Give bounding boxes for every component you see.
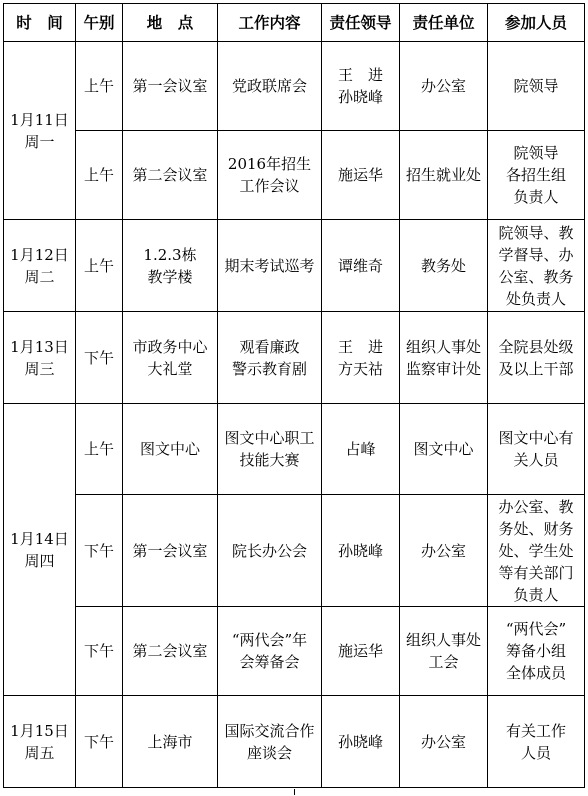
unit-cell [400,131,488,220]
unit-cell-line: 教务处 [420,256,466,275]
header-row [4,4,585,42]
content-cell [218,404,322,495]
schedule-body [4,42,585,788]
location-cell [123,220,218,312]
day-cell-line: 1月12日 [10,245,69,264]
content-cell-line: “两代会”年 [231,631,308,649]
table-row [4,131,585,220]
header-leader: 责任领导 [322,4,400,42]
location-cell [123,42,218,131]
unit-cell [400,696,488,788]
unit-cell-line: 监察审计处 [405,359,481,378]
period-cell-line: 下午 [83,541,114,560]
page-mark [294,789,295,795]
attendees-cell [488,131,585,220]
attendees-cell-line: 办公室、教 [498,497,574,516]
period-cell [76,404,123,495]
header-content: 工作内容 [218,4,322,42]
day-cell [4,404,76,696]
unit-cell [400,220,488,312]
content-cell-line: 2016年招生 [227,155,312,173]
table-row [4,607,585,696]
content-cell [218,495,322,607]
content-cell-line: 会筹备会 [239,653,300,671]
location-cell-line: 市政务中心 [132,337,208,356]
day-cell [4,220,76,312]
attendees-cell [488,696,585,788]
attendees-cell-line: 筹备小组 [505,642,566,660]
location-cell [123,607,218,696]
period-cell-line: 上午 [83,166,114,184]
attendees-cell-line: 务处、财务 [498,519,574,538]
day-cell-line: 1月14日 [10,529,69,548]
leader-cell-line: 王 进 [337,66,383,84]
leader-cell [322,42,400,131]
header-period: 午别 [76,4,123,42]
leader-cell-line: 施运华 [337,166,383,184]
attendees-cell [488,312,585,404]
content-cell-line: 座谈会 [246,743,292,762]
leader-cell-line: 孙晓峰 [337,541,383,560]
attendees-cell [488,607,585,696]
unit-cell [400,607,488,696]
day-cell [4,42,76,220]
unit-cell-line: 图文中心 [413,440,474,458]
content-cell [218,607,322,696]
location-cell-line: 第二会议室 [132,642,208,660]
header-time: 时 间 [4,4,76,42]
location-cell-line: 1.2.3栋 [143,245,197,264]
location-cell [123,131,218,220]
unit-cell-line: 办公室 [420,732,466,751]
day-cell-line: 周四 [24,551,55,570]
day-cell-line: 周五 [24,743,55,762]
location-cell-line: 大礼堂 [147,359,193,378]
header-attendees: 参加人员 [488,4,585,42]
period-cell-line: 下午 [83,732,114,751]
period-cell [76,607,123,696]
attendees-cell-line: 人员 [520,743,551,762]
attendees-cell-line: 有关工作 [505,721,566,740]
unit-cell [400,312,488,404]
leader-cell [322,220,400,312]
content-cell [218,696,322,788]
schedule-table [3,3,585,788]
location-cell [123,404,218,495]
leader-cell-line: 方天祜 [337,359,383,378]
attendees-cell-line: 负责人 [513,188,559,206]
period-cell-line: 上午 [83,77,114,95]
content-cell-line: 国际交流合作 [224,721,315,740]
day-cell-line: 周一 [24,132,55,151]
leader-cell [322,312,400,404]
attendees-cell [488,495,585,607]
table-row [4,312,585,404]
content-cell-line: 院长办公会 [231,541,307,560]
attendees-cell-line: 全院县处级 [498,337,574,356]
attendees-cell-line: 学督导、办 [498,245,574,264]
unit-cell-line: 组织人事处 [405,631,481,649]
attendees-cell-line: 院领导、教 [498,223,574,242]
unit-cell-line: 组织人事处 [405,337,481,356]
period-cell [76,495,123,607]
content-cell-line: 工作会议 [239,177,300,195]
attendees-cell [488,220,585,312]
leader-cell [322,607,400,696]
location-cell-line: 图文中心 [139,440,200,458]
table-row [4,696,585,788]
leader-cell-line: 谭维奇 [337,256,383,275]
content-cell [218,312,322,404]
content-cell [218,220,322,312]
attendees-cell-line: 及以上干部 [498,359,574,378]
content-cell-line: 技能大赛 [239,451,300,469]
location-cell [123,312,218,404]
unit-cell-line: 招生就业处 [405,166,481,184]
day-cell-line: 周三 [24,359,55,378]
period-cell [76,131,123,220]
location-cell [123,495,218,607]
leader-cell [322,495,400,607]
location-cell-line: 第一会议室 [132,77,208,95]
leader-cell [322,131,400,220]
table-row [4,220,585,312]
day-cell-line: 1月15日 [10,721,69,740]
leader-cell-line: 施运华 [337,642,383,660]
day-cell-line: 1月11日 [10,110,69,129]
leader-cell-line: 孙晓峰 [337,88,383,106]
attendees-cell-line: 负责人 [513,585,559,604]
unit-cell-line: 工会 [428,653,459,671]
table-row [4,495,585,607]
leader-cell-line: 占峰 [345,440,376,458]
attendees-cell-line: 处负责人 [505,289,566,308]
content-cell [218,131,322,220]
location-cell-line: 上海市 [147,732,193,751]
location-cell-line: 教学楼 [147,267,193,286]
attendees-cell-line: 等有关部门 [498,563,574,582]
location-cell-line: 第一会议室 [132,541,208,560]
content-cell-line: 期末考试巡考 [224,256,315,275]
attendees-cell [488,42,585,131]
attendees-cell-line: “两代会” [505,620,567,638]
period-cell-line: 上午 [83,256,114,275]
attendees-cell-line: 公室、教务 [498,267,574,286]
leader-cell-line: 孙晓峰 [337,732,383,751]
attendees-cell-line: 关人员 [513,451,559,469]
content-cell-line: 观看廉政 [239,337,300,356]
attendees-cell-line: 各招生组 [505,166,566,184]
attendees-cell-line: 院领导 [513,77,559,95]
content-cell-line: 图文中心职工 [224,429,315,447]
attendees-cell-line: 处、学生处 [498,541,574,560]
unit-cell [400,495,488,607]
attendees-cell-line: 全体成员 [505,664,566,682]
day-cell-line: 1月13日 [10,337,69,356]
header-location: 地 点 [123,4,218,42]
content-cell [218,42,322,131]
leader-cell [322,696,400,788]
table-row [4,42,585,131]
leader-cell-line: 王 进 [337,337,383,356]
attendees-cell [488,404,585,495]
unit-cell [400,42,488,131]
day-cell [4,312,76,404]
unit-cell-line: 办公室 [420,77,466,95]
header-unit: 责任单位 [400,4,488,42]
period-cell-line: 上午 [83,440,114,458]
leader-cell [322,404,400,495]
location-cell-line: 第二会议室 [132,166,208,184]
table-row [4,404,585,495]
period-cell [76,220,123,312]
period-cell [76,312,123,404]
period-cell [76,696,123,788]
attendees-cell-line: 院领导 [513,144,559,162]
content-cell-line: 警示教育剧 [231,359,307,378]
day-cell-line: 周二 [24,267,55,286]
location-cell [123,696,218,788]
attendees-cell-line: 图文中心有 [498,429,574,447]
period-cell-line: 下午 [83,642,114,660]
unit-cell [400,404,488,495]
period-cell [76,42,123,131]
period-cell-line: 下午 [83,348,114,367]
content-cell-line: 党政联席会 [231,77,307,95]
day-cell [4,696,76,788]
unit-cell-line: 办公室 [420,541,466,560]
